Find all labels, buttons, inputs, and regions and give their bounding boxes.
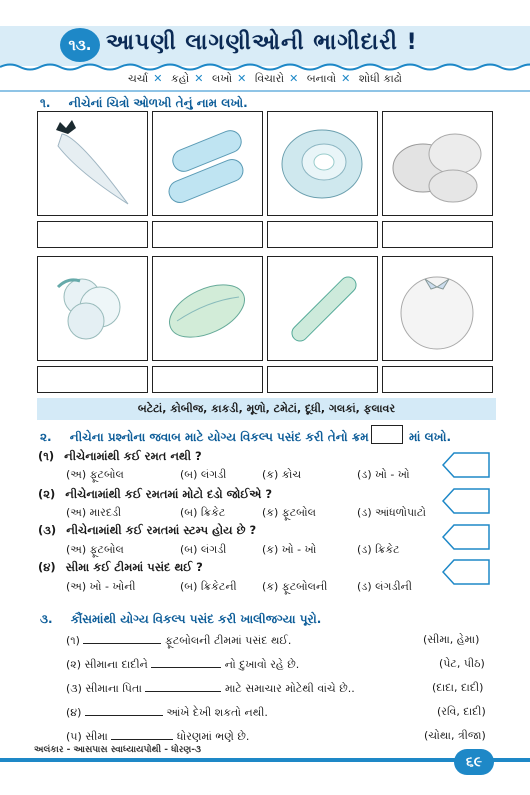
sample-answer-box bbox=[371, 425, 403, 444]
activity-tags bbox=[0, 68, 530, 90]
sentence-before: સીમા bbox=[85, 730, 108, 743]
tag-make: બનાવો bbox=[306, 72, 337, 85]
sentence-before: સીમાના પિતા bbox=[85, 682, 142, 695]
option-b[interactable]: (બ) ક્રિકેટ bbox=[180, 506, 226, 519]
footer-book-title: અલંકાર - આસપાસ સ્વાધ્યાયપોથી - ધોરણ-૩ bbox=[34, 745, 201, 755]
item-number: (૧) bbox=[66, 634, 80, 647]
item-number: (૪) bbox=[66, 706, 82, 719]
tag-think: વિચારો bbox=[254, 72, 285, 85]
option-c[interactable]: (ક) ખો - ખો bbox=[262, 543, 317, 556]
sentence-after: ફૂટબોલની ટીમમાં પસંદ થઈ. bbox=[164, 634, 292, 647]
word-bank: બટેટાં, કોબીજ, કાકડી, મૂળો, ટમેટાં, દૂધી, ગલકાં, ફલાવર bbox=[37, 398, 496, 420]
item-number: (૫) bbox=[66, 730, 82, 743]
option-a[interactable]: (અ) ફૂટબોલ bbox=[66, 543, 124, 556]
q3-heading bbox=[40, 612, 321, 627]
picture-bottle-gourd bbox=[267, 256, 378, 361]
answer-tag-box[interactable] bbox=[442, 524, 490, 550]
option-b[interactable]: (બ) લંગડી bbox=[180, 468, 227, 481]
question-text: સીમા કઈ ટીમમાં પસંદ થઈ ? bbox=[65, 560, 203, 574]
picture-cauliflower bbox=[37, 256, 148, 361]
cauliflower-icon bbox=[38, 257, 146, 359]
answer-tag-box[interactable] bbox=[442, 488, 490, 514]
option-d[interactable]: (ડ) આંધળોપાટો bbox=[357, 506, 427, 519]
tomato-icon bbox=[383, 257, 491, 359]
bottle-gourd-icon bbox=[268, 257, 376, 359]
picture-gourd bbox=[152, 256, 263, 361]
cross-icon: ✕ bbox=[289, 72, 299, 85]
cross-icon: ✕ bbox=[153, 72, 163, 85]
answer-tag-box[interactable] bbox=[442, 559, 490, 585]
blank-field[interactable] bbox=[145, 681, 221, 692]
option-c[interactable]: (ક) ફૂટબોલની bbox=[262, 580, 328, 593]
option-c[interactable]: (ક) કોચ bbox=[262, 468, 302, 481]
q3-text: કૌંસમાંથી યોગ્ય વિકલ્પ પસંદ કરી ખાલીજગ્યા પૂરો. bbox=[70, 612, 322, 626]
q3-number: ૩. bbox=[40, 612, 53, 626]
answer-box[interactable] bbox=[152, 221, 263, 248]
option-d[interactable]: (ડ) ક્રિકેટ bbox=[357, 543, 400, 556]
q1-number: ૧. bbox=[40, 96, 51, 110]
choices: (પેટ, પીઠ) bbox=[439, 657, 485, 670]
q2-number: ૨. bbox=[40, 430, 52, 444]
question-text: નીચેનામાંથી કઈ રમત નથી ? bbox=[64, 449, 202, 463]
answer-box[interactable] bbox=[382, 366, 493, 393]
cross-icon: ✕ bbox=[237, 72, 247, 85]
picture-tomato bbox=[382, 256, 493, 361]
cross-icon: ✕ bbox=[194, 72, 204, 85]
mcq-question bbox=[38, 487, 272, 502]
mcq-question bbox=[38, 449, 202, 464]
q2-heading bbox=[40, 430, 369, 445]
tag-find: શોધી કાઢો bbox=[358, 72, 403, 85]
answer-tag-box[interactable] bbox=[442, 452, 490, 478]
fill-blank-row bbox=[66, 657, 299, 672]
option-a[interactable]: (અ) ફૂટબોલ bbox=[66, 468, 124, 481]
mcq-question bbox=[38, 560, 203, 575]
option-a[interactable]: (અ) ખો - ખોની bbox=[66, 580, 136, 593]
fill-blank-row bbox=[66, 729, 249, 744]
choices: (દાદા, દાદી) bbox=[432, 681, 484, 694]
fill-blank-row bbox=[66, 681, 355, 696]
blank-field[interactable] bbox=[85, 705, 163, 716]
mcq-question bbox=[38, 523, 256, 538]
question-number: (૨) bbox=[38, 487, 56, 501]
gourd-icon bbox=[153, 257, 261, 359]
answer-box[interactable] bbox=[267, 221, 378, 248]
choices: (રવિ, દાદી) bbox=[437, 705, 486, 718]
option-b[interactable]: (બ) લંગડી bbox=[180, 543, 227, 556]
lesson-number-badge: ૧૩. bbox=[60, 28, 100, 62]
blank-field[interactable] bbox=[111, 729, 173, 740]
sentence-after: નો દુખાવો રહે છે. bbox=[224, 658, 300, 671]
item-number: (૩) bbox=[66, 682, 82, 695]
header-rule bbox=[0, 90, 530, 92]
picture-potato bbox=[382, 111, 493, 216]
answer-box[interactable] bbox=[37, 366, 148, 393]
tag-write: લખો bbox=[212, 72, 233, 85]
sentence-after: માટે સમાચાર મોટેથી વાંચે છે.. bbox=[224, 682, 355, 695]
item-number: (૨) bbox=[66, 658, 82, 671]
sentence-before: સીમાના દાદીને bbox=[84, 658, 148, 671]
question-number: (૧) bbox=[38, 449, 55, 463]
option-a[interactable]: (અ) મારદડી bbox=[66, 506, 122, 519]
tag-discuss: ચર્ચા bbox=[127, 72, 149, 85]
choices: (સીમા, હેમા) bbox=[423, 633, 480, 646]
cabbage-icon bbox=[268, 112, 376, 214]
question-number: (૪) bbox=[38, 560, 56, 574]
fill-blank-row bbox=[66, 705, 268, 720]
picture-cabbage bbox=[267, 111, 378, 216]
question-text: નીચેનામાંથી કઈ રમતમાં મોટો દડો જોઈએ ? bbox=[65, 487, 273, 501]
answer-box[interactable] bbox=[152, 366, 263, 393]
blank-field[interactable] bbox=[151, 657, 221, 668]
cross-icon: ✕ bbox=[341, 72, 351, 85]
answer-box[interactable] bbox=[37, 221, 148, 248]
cucumber-icon bbox=[153, 112, 261, 214]
option-d[interactable]: (ડ) ખો - ખો bbox=[357, 468, 410, 481]
q1-heading bbox=[40, 96, 248, 111]
option-c[interactable]: (ક) ફૂટબોલ bbox=[262, 506, 317, 519]
answer-box[interactable] bbox=[267, 366, 378, 393]
picture-radish bbox=[37, 111, 148, 216]
potato-icon bbox=[383, 112, 491, 214]
page-number: ૬૯ bbox=[454, 749, 494, 775]
fill-blank-row bbox=[66, 633, 291, 648]
sentence-after: આંખે દેખી શકતો નથી. bbox=[166, 706, 268, 719]
q1-text: નીચેનાં ચિત્રો ઓળખી તેનું નામ લખો. bbox=[68, 96, 248, 110]
option-b[interactable]: (બ) ક્રિકેટની bbox=[180, 580, 237, 593]
answer-box[interactable] bbox=[382, 221, 493, 248]
picture-cucumber bbox=[152, 111, 263, 216]
sentence-after: ધોરણમાં ભણે છે. bbox=[176, 730, 250, 743]
radish-icon bbox=[38, 112, 146, 214]
blank-field[interactable] bbox=[83, 633, 161, 644]
question-number: (૩) bbox=[38, 523, 57, 537]
question-text: નીચેનામાંથી કઈ રમતમાં સ્ટમ્પ હોય છે ? bbox=[66, 523, 257, 537]
option-d[interactable]: (ડ) લંગડીની bbox=[357, 580, 412, 593]
footer-rule bbox=[0, 758, 530, 762]
page-title: આપણી લાગણીઓની ભાગીદારી ! bbox=[106, 30, 418, 55]
q2-text-after: માં લખો. bbox=[409, 430, 452, 444]
q2-text: નીચેના પ્રશ્નોના જવાબ માટે યોગ્ય વિકલ્પ પસંદ કરી તેનો ક્રમ bbox=[69, 430, 369, 444]
choices: (ચોથા, ત્રીજા) bbox=[424, 729, 486, 742]
tag-tell: કહો bbox=[170, 72, 190, 85]
